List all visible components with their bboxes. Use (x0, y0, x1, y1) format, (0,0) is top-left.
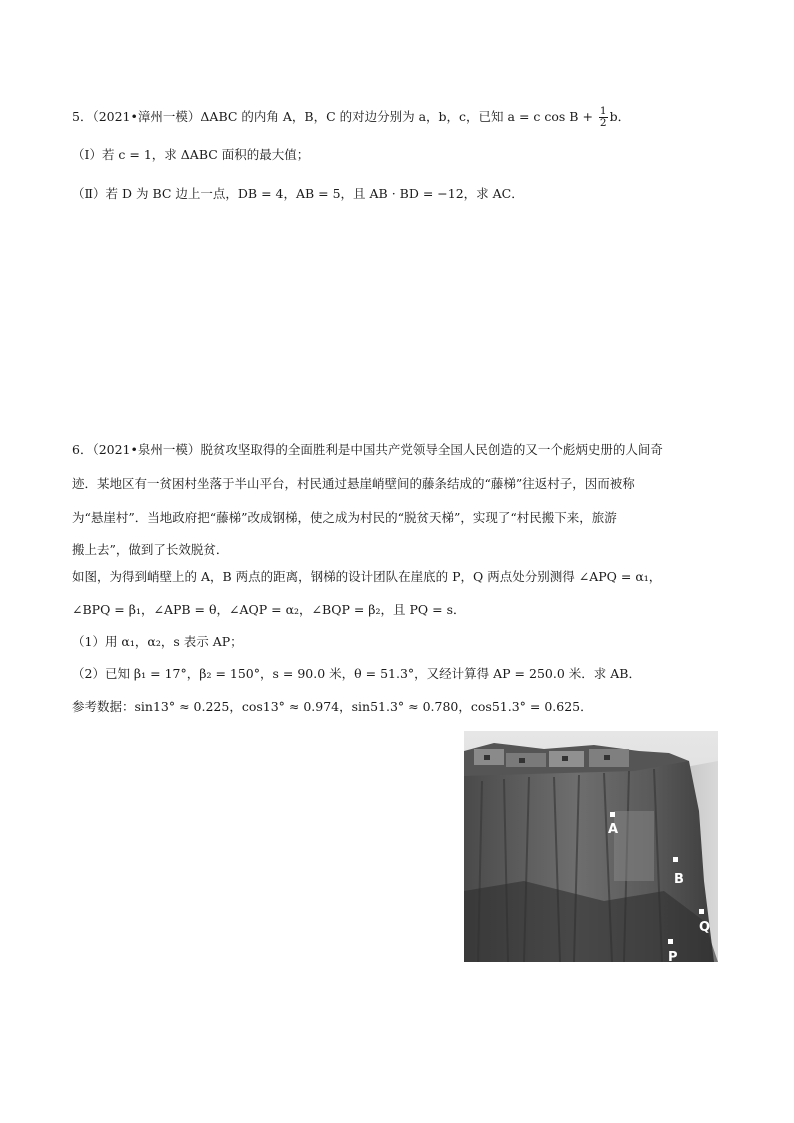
problem6-line5: 如图，为得到峭壁上的 A，B 两点的距离，钢梯的设计团队在崖底的 P，Q 两点处分别测得 ∠APQ = α₁， (72, 569, 662, 584)
problem6-part1: （1）用 α₁，α₂，s 表示 AP； (72, 634, 243, 649)
point-b-label: B (674, 872, 684, 887)
fraction-one-half: $\frac{1}{2}$ (599, 105, 607, 129)
point-a-marker (610, 812, 615, 817)
problem6-line4: 搬上去”，做到了长效脱贫． (72, 542, 229, 557)
problem6-line2: 迹．某地区有一贫困村坐落于半山平台，村民通过悬崖峭壁间的藤条结成的“藤梯”往返村子，因而被称 (72, 476, 635, 491)
cliff-photo-graphic (464, 731, 718, 962)
cliff-village-photo (464, 731, 718, 962)
problem6-line6: ∠BPQ = β₁，∠APB = θ，∠AQP = α₂，∠BQP = β₂，且 PQ = s． (72, 602, 466, 617)
point-p-marker (668, 939, 673, 944)
problem5-stem-text: 5．（2021•漳州一模）ΔABC 的内角 A，B，C 的对边分别为 a，b，c，已知 a = c cos B + (72, 109, 597, 124)
point-q-label: Q (699, 920, 711, 935)
problem5-stem-end: b． (609, 109, 631, 124)
problem5-stem (72, 106, 630, 129)
problem6-line3: 为“悬崖村”．当地政府把“藤梯”改成钢梯，使之成为村民的“脱贫天梯”，实现了“村民搬下来，旅游 (72, 510, 617, 525)
problem5-part2: （Ⅱ）若 D 为 BC 边上一点，DB = 4，AB = 5，且 AB · BD = −12，求 AC． (72, 186, 524, 201)
problem6-line1: 6．（2021•泉州一模）脱贫攻坚取得的全面胜利是中国共产党领导全国人民创造的又一个彪炳史册的人间奇 (72, 442, 663, 457)
problem6-part2: （2）已知 β₁ = 17°，β₂ = 150°，s = 90.0 米，θ = 51.3°，又经计算得 AP = 250.0 米．求 AB． (72, 666, 641, 681)
problem6-reference-data: 参考数据：sin13° ≈ 0.225，cos13° ≈ 0.974，sin51.3° ≈ 0.780，cos51.3° = 0.625． (72, 699, 593, 714)
problem5-part1: （Ⅰ）若 c = 1，求 ΔABC 面积的最大值； (72, 147, 310, 162)
point-a-label: A (608, 822, 619, 837)
point-q-marker (699, 909, 704, 914)
point-p-label: P (668, 950, 678, 962)
point-b-marker (673, 857, 678, 862)
